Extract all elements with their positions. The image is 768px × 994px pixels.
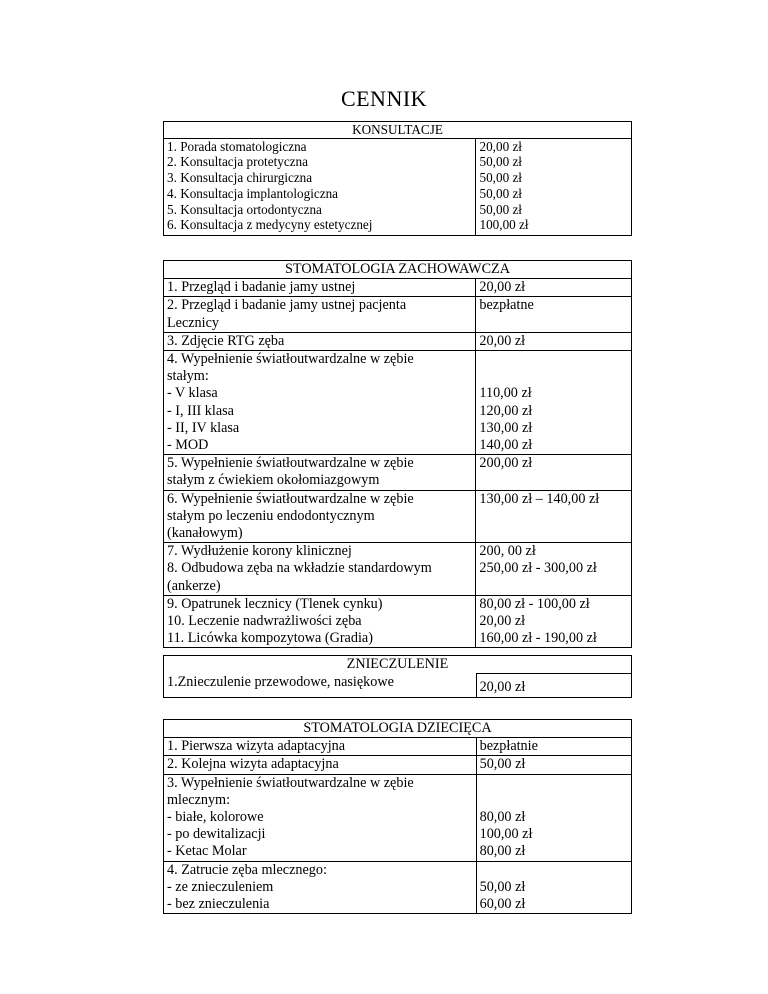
table-row	[164, 543, 632, 596]
table-row	[164, 595, 632, 648]
table-row	[164, 674, 632, 698]
service-price: 50,00 zł	[479, 201, 522, 217]
service-name: 2. Konsultacja protetyczna	[167, 154, 308, 170]
service-name: stałym po leczeniu endodontycznym	[167, 507, 375, 524]
service-name: 2. Kolejna wizyta adaptacyjna	[167, 756, 339, 773]
page-title: CENNIK	[340, 86, 428, 111]
service-name: 4. Konsultacja implantologiczna	[167, 185, 339, 201]
service-price: 50,00 zł	[479, 756, 526, 773]
service-name: mlecznym:	[167, 791, 231, 808]
service-name: 6. Konsultacja z medycyny estetycznej	[167, 217, 373, 233]
section-heading: STOMATOLOGIA ZACHOWAWCZA	[164, 261, 632, 279]
service-name: stałym z ćwiekiem okołomiazgowym	[167, 472, 380, 489]
service-price: 80,00 zł	[479, 808, 526, 825]
service-name: 8. Odbudowa zęba na wkładzie standardowym	[167, 560, 432, 577]
service-price: 80,00 zł - 100,00 zł	[479, 595, 590, 612]
service-price: 20,00 zł	[479, 279, 526, 296]
service-price: 130,00 zł – 140,00 zł	[479, 490, 600, 507]
service-name: 1. Pierwsza wizyta adaptacyjna	[167, 738, 346, 755]
service-name: - MOD	[167, 437, 209, 454]
znieczulenie-table	[163, 655, 632, 698]
table-row	[164, 455, 632, 490]
service-name: 3. Wypełnienie światłoutwardzalne w zębie	[167, 774, 414, 791]
service-price: 200,00 zł	[479, 455, 533, 472]
service-name: - I, III klasa	[167, 402, 234, 419]
service-name: 3. Zdjęcie RTG zęba	[167, 332, 285, 349]
table-row	[164, 351, 632, 455]
service-name: (kanałowym)	[167, 525, 243, 542]
table-row	[164, 490, 632, 543]
service-name: (ankerze)	[167, 577, 221, 594]
service-price: 120,00 zł	[479, 402, 533, 419]
service-price: 80,00 zł	[479, 843, 526, 860]
service-name: 1. Przegląd i badanie jamy ustnej	[167, 279, 356, 296]
section-heading: KONSULTACJE	[164, 122, 632, 139]
service-price: 100,00 zł	[479, 826, 533, 843]
table-row	[164, 774, 632, 861]
service-price: 50,00 zł	[479, 185, 522, 201]
service-price: 140,00 zł	[479, 437, 533, 453]
service-price: 20,00 zł	[479, 332, 526, 349]
table-row	[164, 279, 632, 297]
service-name: - białe, kolorowe	[167, 809, 264, 826]
service-price: 160,00 zł - 190,00 zł	[479, 630, 597, 647]
table-row	[164, 297, 632, 332]
service-name: 5. Konsultacja ortodontyczna	[167, 201, 322, 217]
service-name: 7. Wydłużenie korony klinicznej	[167, 543, 352, 560]
service-name: - ze znieczuleniem	[167, 878, 274, 895]
service-name: 2. Przegląd i badanie jamy ustnej pacjenta	[167, 297, 407, 314]
table-row	[164, 138, 632, 235]
service-price: 100,00 zł	[479, 217, 529, 233]
service-name: 6. Wypełnienie światłoutwardzalne w zębie	[167, 490, 414, 507]
service-name: stałym:	[167, 368, 209, 385]
service-price: 60,00 zł	[479, 896, 526, 913]
service-name: 3. Konsultacja chirurgiczna	[167, 170, 313, 186]
service-name: 4. Wypełnienie światłoutwardzalne w zębie	[167, 351, 414, 368]
service-name: - II, IV klasa	[167, 419, 240, 436]
service-price: 50,00 zł	[479, 154, 522, 170]
service-price: 250,00 zł - 300,00 zł	[479, 560, 597, 577]
section-heading: STOMATOLOGIA DZIECIĘCA	[164, 720, 632, 738]
konsultacje-table	[163, 121, 632, 236]
section-heading: ZNIECZULENIE	[164, 656, 632, 674]
service-price: 20,00 zł	[479, 679, 526, 696]
service-name: Lecznicy	[167, 314, 219, 331]
service-price: 50,00 zł	[479, 878, 526, 895]
service-name: - V klasa	[167, 385, 218, 402]
service-name: - po dewitalizacji	[167, 826, 266, 843]
service-price: 200, 00 zł	[479, 543, 536, 560]
service-price: bezpłatne	[479, 297, 534, 314]
dziecieca-table	[163, 719, 632, 914]
service-price: 130,00 zł	[479, 419, 533, 436]
table-row	[164, 756, 632, 774]
service-name: 11. Licówka kompozytowa (Gradia)	[167, 630, 373, 647]
service-name: 9. Opatrunek lecznicy (Tlenek cynku)	[167, 595, 383, 612]
service-name: - Ketac Molar	[167, 843, 247, 860]
service-price: 50,00 zł	[479, 170, 522, 186]
table-row	[164, 738, 632, 756]
service-name: 5. Wypełnienie światłoutwardzalne w zębie	[167, 455, 414, 472]
service-price: 20,00 zł	[479, 613, 526, 630]
service-name: 10. Leczenie nadwrażliwości zęba	[167, 613, 362, 630]
service-name: 1. Porada stomatologiczna	[167, 138, 307, 154]
service-name: 4. Zatrucie zęba mlecznego:	[167, 861, 327, 878]
table-row	[164, 332, 632, 350]
service-price: 110,00 zł	[479, 385, 532, 402]
table-row	[164, 861, 632, 914]
zachowawcza-table	[163, 260, 632, 648]
service-price: 20,00 zł	[479, 138, 522, 154]
service-price: bezpłatnie	[479, 738, 538, 755]
service-name: 1.Znieczulenie przewodowe, nasiękowe	[167, 673, 394, 690]
service-name: - bez znieczulenia	[167, 896, 270, 913]
